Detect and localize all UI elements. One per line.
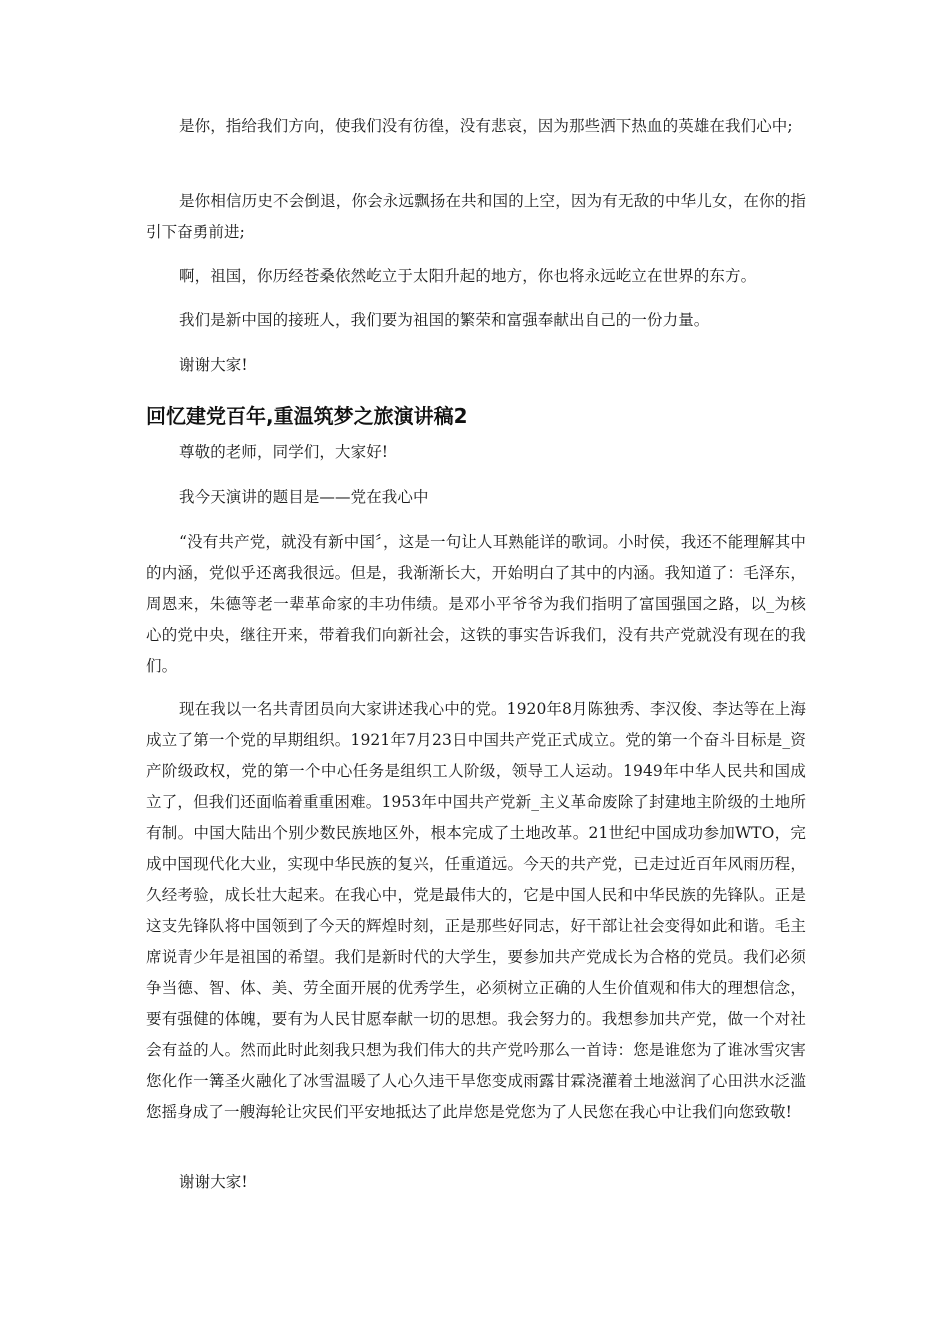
paragraph: 啊，祖国，你历经苍桑依然屹立于太阳升起的地方，你也将永远屹立在世界的东方。 [179, 267, 757, 285]
paragraph: 是你，指给我们方向，使我们没有彷徨，没有悲哀，因为那些洒下热血的英雄在我们心中; [179, 117, 793, 135]
closing-remark: 谢谢大家! [179, 1173, 248, 1191]
paragraph: 我们是新中国的接班人，我们要为祖国的繁荣和富强奉献出自己的一份力量。 [179, 311, 710, 329]
speech-topic: 我今天演讲的题目是——党在我心中 [179, 488, 429, 506]
paragraph: “没有共产党，就没有新中国〞，这是一句让人耳熟能详的歌词。小时侯，我还不能理解其中的内涵，党似乎还离我很远。但是，我渐渐长大，开始明白了其中的内涵。我知道了：毛泽东，周恩来，朱德等老一辈革命家的丰功伟绩。是邓小平爷爷为我们指明了富国强国之路，以_为核心的党中央，继往开来，带着我们向新社会，这铁的事实告诉我们，没有共产党就没有现在的我们。 [146, 533, 806, 675]
paragraph: 是你相信历史不会倒退，你会永远飘扬在共和国的上空，因为有无敌的中华儿女，在你的指引下奋勇前进; [146, 192, 806, 241]
greeting: 尊敬的老师，同学们，大家好! [179, 443, 389, 461]
paragraph: 现在我以一名共青团员向大家讲述我心中的党。1920年8月陈独秀、李汉俊、李达等在上海成立了第一个党的早期组织。1921年7月23日中国共产党正式成立。党的第一个奋斗目标是_资产阶级政权，党的第一个中心任务是组织工人阶级，领导工人运动。1949年中华人民共和国成立了，但我们还面临着重重困难。1953年中国共产党新_主义革命废除了封建地主阶级的土地所有制。中国大陆出个别少数民族地区外，根本完成了土地改革。21世纪中国成功参加WTO，完成中国现代化大业，实现中华民族的复兴，任重道远。今天的共产党，已走过近百年风雨历程，久经考验，成长壮大起来。在我心中，党是最伟大的，它是中国人民和中华民族的先锋队。正是这支先锋队将中国领到了今天的辉煌时刻，正是那些好同志，好干部让社会变得如此和谐。毛主席说青少年是祖国的希望。我们是新时代的大学生，要参加共产党成长为合格的党员。我们必须争当德、智、体、美、劳全面开展的优秀学生，必须树立正确的人生价值观和伟大的理想信念，要有强健的体魄，要有为人民甘愿奉献一切的思想。我会努力的。我想参加共产党，做一个对社会有益的人。然而此时此刻我只想为我们伟大的共产党吟那么一首诗：您是谁您为了谁冰雪灾害您化作一篝圣火融化了冰雪温暖了人心久违干旱您变成雨露甘霖浇灌着土地滋润了心田洪水泛滥您摇身成了一艘海轮让灾民们平安地抵达了此岸您是党您为了人民您在我心中让我们向您致敬! [146, 700, 807, 1121]
closing-remark: 谢谢大家! [179, 356, 248, 374]
section-title: 回忆建党百年,重温筑梦之旅演讲稿2 [146, 404, 468, 428]
